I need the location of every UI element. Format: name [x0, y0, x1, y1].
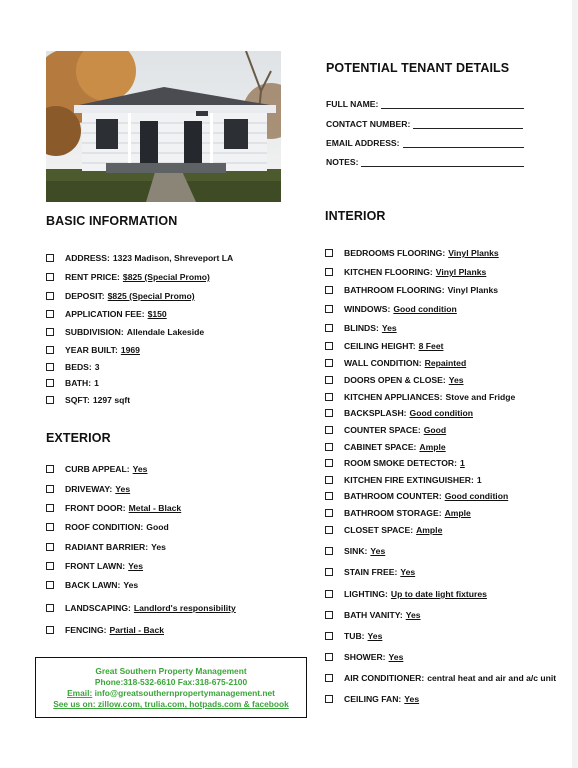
list-item: CABINET SPACE: Ample — [325, 442, 446, 452]
list-item: AIR CONDITIONER: central heat and air and a/c unit — [325, 673, 556, 683]
checkbox[interactable] — [325, 492, 333, 500]
checkbox[interactable] — [325, 359, 333, 367]
house-photo — [46, 51, 281, 202]
list-item: KITCHEN FLOORING: Vinyl Planks — [325, 267, 486, 277]
checkbox[interactable] — [325, 695, 333, 703]
checkbox[interactable] — [46, 523, 54, 531]
list-item: ROOM SMOKE DETECTOR: 1 — [325, 458, 465, 468]
full-name-field[interactable] — [326, 99, 524, 109]
list-item: FRONT LAWN: Yes — [46, 561, 143, 571]
list-item: KITCHEN FIRE EXTINGUISHER: 1 — [325, 475, 482, 485]
basic-info-heading: BASIC INFORMATION — [46, 214, 178, 228]
notes-field[interactable] — [326, 157, 524, 167]
checkbox[interactable] — [46, 485, 54, 493]
checkbox[interactable] — [46, 292, 54, 300]
list-item: RADIANT BARRIER: Yes — [46, 542, 166, 552]
checkbox[interactable] — [325, 674, 333, 682]
checkbox[interactable] — [325, 590, 333, 598]
list-item: SUBDIVISION: Allendale Lakeside — [46, 327, 204, 337]
list-item: COUNTER SPACE: Good — [325, 425, 446, 435]
list-item: BATH VANITY: Yes — [325, 610, 421, 620]
list-item: YEAR BUILT: 1969 — [46, 345, 140, 355]
contact-number-label: CONTACT NUMBER: — [326, 119, 411, 129]
checkbox[interactable] — [325, 342, 333, 350]
list-item: RENT PRICE: $825 (Special Promo) — [46, 272, 210, 282]
checkbox[interactable] — [325, 376, 333, 384]
list-item: DEPOSIT: $825 (Special Promo) — [46, 291, 195, 301]
list-item: SINK: Yes — [325, 546, 385, 556]
interior-heading: INTERIOR — [325, 209, 386, 223]
list-item: WINDOWS: Good condition — [325, 304, 457, 314]
list-item: BACK LAWN: Yes — [46, 580, 138, 590]
checkbox[interactable] — [325, 426, 333, 434]
list-item: TUB: Yes — [325, 631, 382, 641]
social-links[interactable]: See us on: zillow.com, trulia.com, hotpads.com & facebook — [53, 699, 289, 709]
checkbox[interactable] — [46, 328, 54, 336]
company-name: Great Southern Property Management — [95, 666, 247, 676]
checkbox[interactable] — [46, 543, 54, 551]
list-item: ADDRESS: 1323 Madison, Shreveport LA — [46, 253, 233, 263]
list-item: CURB APPEAL: Yes — [46, 464, 147, 474]
checkbox[interactable] — [325, 611, 333, 619]
checkbox[interactable] — [46, 626, 54, 634]
checkbox[interactable] — [46, 604, 54, 612]
checkbox[interactable] — [46, 310, 54, 318]
checkbox[interactable] — [46, 465, 54, 473]
list-item: CEILING FAN: Yes — [325, 694, 419, 704]
list-item: CLOSET SPACE: Ample — [325, 525, 442, 535]
list-item: LANDSCAPING: Landlord's responsibility — [46, 603, 236, 613]
list-item: STAIN FREE: Yes — [325, 567, 415, 577]
checkbox[interactable] — [46, 346, 54, 354]
contact-box — [35, 657, 307, 718]
list-item: SHOWER: Yes — [325, 652, 403, 662]
list-item: WALL CONDITION: Repainted — [325, 358, 466, 368]
tenant-details-heading: POTENTIAL TENANT DETAILS — [326, 61, 510, 75]
checkbox[interactable] — [325, 393, 333, 401]
list-item: BATHROOM COUNTER: Good condition — [325, 491, 508, 501]
checkbox[interactable] — [46, 396, 54, 404]
list-item: BATHROOM FLOORING: Vinyl Planks — [325, 285, 498, 295]
checkbox[interactable] — [325, 443, 333, 451]
exterior-heading: EXTERIOR — [46, 431, 111, 445]
checkbox[interactable] — [325, 249, 333, 257]
email-label: Email: — [67, 688, 93, 698]
list-item: BLINDS: Yes — [325, 323, 397, 333]
list-item: FENCING: Partial - Back — [46, 625, 164, 635]
notes-label: NOTES: — [326, 157, 359, 167]
checkbox[interactable] — [325, 547, 333, 555]
checkbox[interactable] — [46, 562, 54, 570]
list-item: BATH: 1 — [46, 378, 99, 388]
list-item: FRONT DOOR: Metal - Black — [46, 503, 181, 513]
list-item: LIGHTING: Up to date light fixtures — [325, 589, 487, 599]
email-address-field[interactable] — [326, 138, 524, 148]
list-item: BATHROOM STORAGE: Ample — [325, 508, 471, 518]
checkbox[interactable] — [325, 568, 333, 576]
checkbox[interactable] — [325, 286, 333, 294]
checkbox[interactable] — [325, 526, 333, 534]
checkbox[interactable] — [46, 379, 54, 387]
phone-fax: Phone:318-532-6610 Fax:318-675-2100 — [94, 677, 248, 687]
checkbox[interactable] — [325, 459, 333, 467]
contact-number-field[interactable] — [326, 119, 523, 129]
list-item: CEILING HEIGHT: 8 Feet — [325, 341, 443, 351]
list-item: DOORS OPEN & CLOSE: Yes — [325, 375, 464, 385]
checkbox[interactable] — [46, 363, 54, 371]
checkbox[interactable] — [325, 653, 333, 661]
list-item: BACKSPLASH: Good condition — [325, 408, 473, 418]
list-item: BEDROOMS FLOORING: Vinyl Planks — [325, 248, 499, 258]
checkbox[interactable] — [325, 268, 333, 276]
checkbox[interactable] — [46, 581, 54, 589]
email-line — [36, 688, 306, 699]
checkbox[interactable] — [325, 476, 333, 484]
checkbox[interactable] — [325, 509, 333, 517]
list-item: ROOF CONDITION: Good — [46, 522, 169, 532]
email-address-label: EMAIL ADDRESS: — [326, 138, 400, 148]
list-item: KITCHEN APPLIANCES: Stove and Fridge — [325, 392, 515, 402]
checkbox[interactable] — [325, 632, 333, 640]
checkbox[interactable] — [46, 273, 54, 281]
checkbox[interactable] — [46, 254, 54, 262]
checkbox[interactable] — [46, 504, 54, 512]
checkbox[interactable] — [325, 305, 333, 313]
full-name-label: FULL NAME: — [326, 99, 379, 109]
list-item: BEDS: 3 — [46, 362, 100, 372]
checkbox[interactable] — [325, 409, 333, 417]
list-item: APPLICATION FEE: $150 — [46, 309, 167, 319]
email-link[interactable]: info@greatsouthernpropertymanagement.net — [94, 688, 275, 698]
list-item: SQFT: 1297 sqft — [46, 395, 130, 405]
checkbox[interactable] — [325, 324, 333, 332]
list-item: DRIVEWAY: Yes — [46, 484, 130, 494]
